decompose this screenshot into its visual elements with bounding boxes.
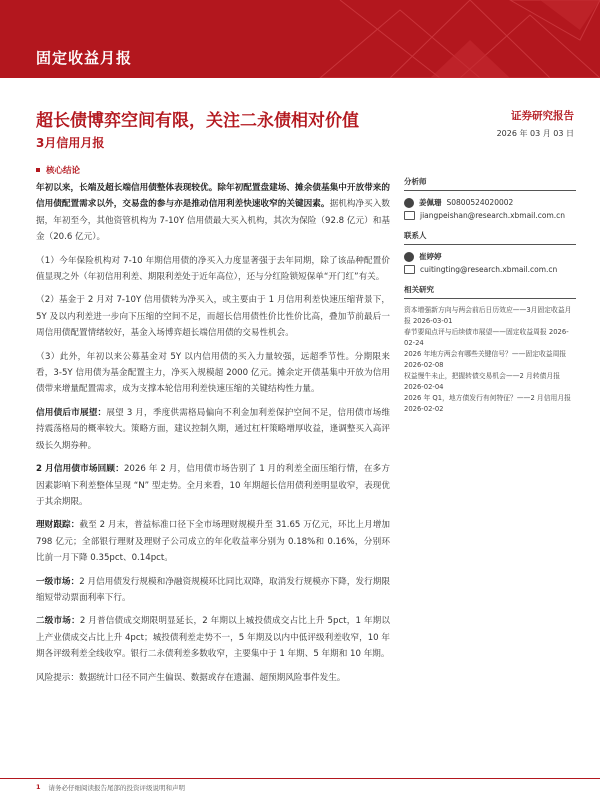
paragraph-text: （3）此外，年初以来公募基金对 5Y 以内信用债的买入力量较强，远超季节性。分期限来看，3-5Y 信用债为基金配置主力，净买入规模超 2000 亿元。摊余定开债基集中开放为信用债带来增量配置需求，成为支撑本轮信用利差快速压缩的关键结构性力量。 xyxy=(36,351,390,395)
page-subtitle: 3月信用月报 xyxy=(36,136,105,150)
person-icon xyxy=(404,252,414,262)
mail-icon xyxy=(404,211,415,220)
paragraph-lead: 年初以来，长端及超长端信用债整体表现较优。除年初配置盘建场、摊余债基集中开放带来的信用债配置需求以外，交易盘的参与亦是推动信用利差快速收窄的关键因素。 xyxy=(36,183,390,210)
paragraph-text: 据机构净买入数据，年初至今，其他资管机构为 7-10Y 信用债最大买入机构，其次为保险（92.8 亿元）和基金（20.6 亿元）。 xyxy=(36,199,390,243)
paragraph-lead: 理财跟踪： xyxy=(36,520,80,531)
paragraph-text: （2）基金于 2 月对 7-10Y 信用债转为净买入，或主要由于 1 月信用利差快速压缩背景下，5Y 及以内利差进一步向下压缩的空间不足，而超长信用债性价比性价比高，叠加节前最后一周信用债配置情绪较好，基金入场博弈超长端信用债的交易性机会。 xyxy=(36,295,390,339)
header-pattern-graphic xyxy=(280,0,600,78)
contact-name: 崔婷婷 xyxy=(419,252,442,261)
paragraph xyxy=(36,574,390,607)
paragraph-text: 2 月信用债发行规模和净融资规模环比同比双降，取消发行规模亦下降，发行期限缩短带动票面利率下行。 xyxy=(36,576,390,603)
analyst-cert: S0800524020002 xyxy=(446,198,514,207)
paragraph xyxy=(36,180,390,246)
paragraph-text: （1）今年保险机构对 7-10 年期信用债的净买入力度显著强于去年同期，除了该品种配置价值显现之外（年初信用利差、期限利差处于近年高位），还与分红险锁短保单“开门红”有关。 xyxy=(36,255,390,283)
report-date: 2026 年 03 月 03 日 xyxy=(496,129,574,138)
paragraph-text: 展望 3 月，季度供需格局偏向不利金加利差保护空间不足，信用债市场维持震荡格局的概率较大。策略方面，建议控制久期，通过杠杆策略增厚收益，逢调整买入高评级长久期券种。 xyxy=(36,407,390,451)
paragraph xyxy=(36,405,390,454)
section-heading xyxy=(36,164,80,176)
paragraph xyxy=(36,461,390,510)
paragraph xyxy=(36,613,390,662)
analyst-heading: 分析师 xyxy=(404,176,576,191)
paragraph-text: 2026 年 2 月，信用债市场告别了 1 月的利差全面压缩行情，在多方因素影响下利差整体呈现 “N” 型走势。全月来看，10 年期超长信用债利差明显收窄，表现优于其余期限。 xyxy=(36,464,390,507)
mail-icon xyxy=(404,265,415,274)
person-icon xyxy=(404,198,414,208)
page-number: 1 xyxy=(36,783,41,791)
paragraph-text: 风险提示：数据统计口径不同产生偏误、数据或存在遗漏、超预期风险事件发生。 xyxy=(36,672,346,683)
related-item[interactable]: 2026 年 Q1，地方债发行有何特征？——2 月信用月报 2026-02-02 xyxy=(404,394,571,413)
analyst-email[interactable]: jiangpeishan@research.xbmail.com.cn xyxy=(420,211,566,220)
paragraph xyxy=(36,517,390,566)
related-item[interactable]: 2026 年地方两会有哪些关键信号？——固定收益周报 2026-02-08 xyxy=(404,350,567,369)
paragraph-lead: 二级市场： xyxy=(36,616,80,627)
related-item[interactable]: 权益慢牛未止，把握转债交易机会——2 月转债月报 2026-02-04 xyxy=(404,372,561,391)
related-item[interactable]: 春节要闻点评与后续债市展望——固定收益周报 2026-02-24 xyxy=(404,328,569,347)
footer-disclaimer: 请务必仔细阅读报告尾部的投资评级说明和声明 xyxy=(48,784,186,792)
bullet-icon xyxy=(36,168,40,172)
related-list xyxy=(404,305,576,414)
analyst-name: 姜佩珊 xyxy=(419,198,442,207)
paragraph xyxy=(36,292,390,341)
paragraph-text: 2 月普信债成交期限明显延长，2 年期以上城投债成交占比上升 5pct，1 年期以上产业债成交占比上升 4pct；城投债利差走势不一，5 年期及以内中低评级利差收窄，10 年期各评级利差全线收窄。银行二永债利差多数收窄，主要集中于 1 年期、5 年期和 10 年期。 xyxy=(36,616,390,660)
report-label: 证券研究报告 xyxy=(511,110,574,122)
related-item[interactable]: 资本增强新方向与两会前后日历效应——3月固定收益月报 2026-03-01 xyxy=(404,306,572,325)
sidebar xyxy=(404,176,576,415)
page-title: 超长债博弈空间有限，关注二永债相对价值 xyxy=(36,111,359,131)
contact-heading: 联系人 xyxy=(404,230,576,245)
footer xyxy=(36,783,185,792)
paragraph xyxy=(36,349,390,398)
body-column xyxy=(36,180,390,693)
footer-divider xyxy=(0,778,600,779)
paragraph-lead: 一级市场： xyxy=(36,576,80,587)
contact-email[interactable]: cuitingting@research.xbmail.com.cn xyxy=(420,265,558,274)
paragraph-lead: 2 月信用债市场回顾： xyxy=(36,464,124,475)
paragraph-text: 截至 2 月末，普益标准口径下全市场理财规模升至 31.65 万亿元，环比上月增加 798 亿元；全部银行理财及理财子公司成立的年化收益率分别为 0.18%和 0.16%，分别环比前一月下降 0.35pct、0.14pct。 xyxy=(36,520,390,564)
related-heading: 相关研究 xyxy=(404,284,576,299)
paragraph xyxy=(36,253,390,286)
risk-warning xyxy=(36,670,390,686)
section-heading-label: 核心结论 xyxy=(46,166,81,176)
report-type: 固定收益月报 xyxy=(36,49,133,67)
paragraph-lead: 信用债后市展望： xyxy=(36,407,107,418)
header-band xyxy=(0,0,600,78)
